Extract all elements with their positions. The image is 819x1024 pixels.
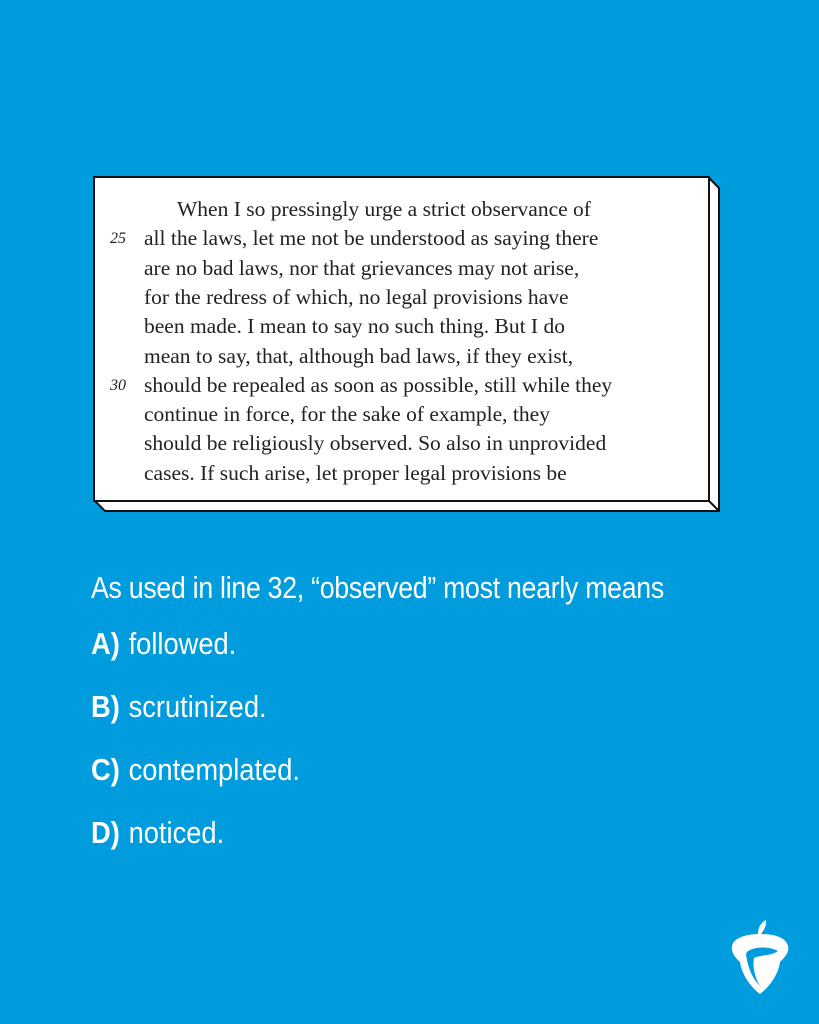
passage-line: When I so pressingly urge a strict observance of (177, 197, 591, 221)
passage-line: should be repealed as soon as possible, still while they (144, 372, 613, 397)
option-text: noticed. (128, 815, 225, 850)
passage-box (93, 176, 710, 502)
passage-line: mean to say, that, although bad laws, if they exist, (144, 343, 574, 368)
option-text: followed. (128, 626, 237, 661)
option-letter: B) (91, 689, 120, 724)
question-text: As used in line 32, “observed” most nearly means (91, 570, 664, 605)
passage-line: cases. If such arise, let proper legal provisions be (144, 460, 567, 485)
answer-option[interactable] (91, 689, 267, 725)
passage-line: should be religiously observed. So also in unprovided (144, 431, 607, 456)
line-number: 30 (110, 376, 126, 394)
passage-card (93, 176, 710, 502)
option-letter: D) (91, 815, 120, 850)
option-letter: C) (91, 752, 120, 787)
passage-line: been made. I mean to say no such thing. But I do (144, 314, 565, 339)
answer-option[interactable] (91, 752, 300, 788)
passage-line: all the laws, let me not be understood as saying there (144, 226, 599, 251)
line-number: 25 (110, 230, 126, 248)
passage-line: for the redress of which, no legal provisions have (144, 284, 569, 309)
acorn-icon (728, 920, 792, 996)
answer-option[interactable] (91, 626, 236, 662)
passage-line: are no bad laws, nor that grievances may not arise, (144, 255, 580, 280)
option-text: scrutinized. (128, 689, 267, 724)
option-text: contemplated. (128, 752, 300, 787)
passage-line: continue in force, for the sake of example, they (144, 402, 550, 427)
option-letter: A) (91, 626, 120, 661)
answer-option[interactable] (91, 815, 224, 851)
